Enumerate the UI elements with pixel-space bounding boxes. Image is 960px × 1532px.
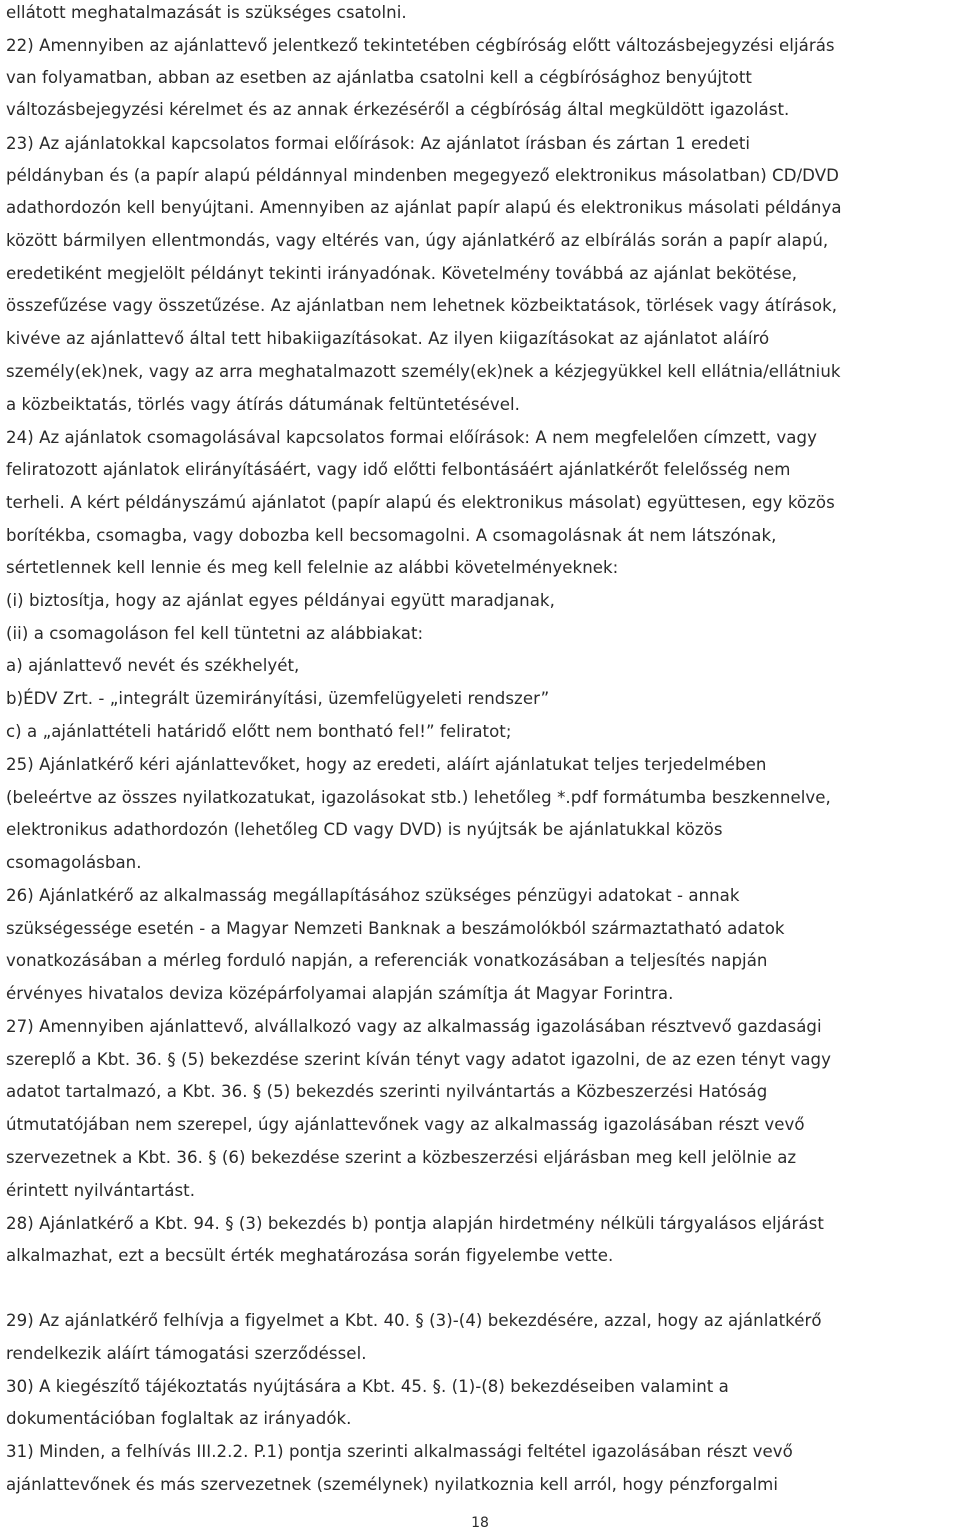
text-line: vonatkozásában a mérleg forduló napján, a referenciák vonatkozásában a teljesítés napján (6, 951, 768, 970)
text-line: terheli. A kért példányszámú ajánlatot (papír alapú és elektronikus másolat) együttesen, egy közös (6, 493, 835, 512)
text-line: ellátott meghatalmazását is szükséges csatolni. (6, 3, 407, 22)
text-line: példányban és (a papír alapú példánnyal mindenben megegyező elektronikus másolatban) CD/DVD (6, 166, 839, 185)
text-line: szervezetnek a Kbt. 36. § (6) bekezdése szerint a közbeszerzési eljárásban meg kell jelölnie az (6, 1148, 797, 1167)
text-line: 25) Ajánlatkérő kéri ajánlattevőket, hogy az eredeti, aláírt ajánlatukat teljes terjedelmében (6, 755, 767, 774)
text-line: a közbeiktatás, törlés vagy átírás dátumának feltüntetésével. (6, 395, 520, 414)
text-line: adathordozón kell benyújtani. Amennyiben az ajánlat papír alapú és elektronikus másolati példánya (6, 198, 842, 217)
text-line: (ii) a csomagoláson fel kell tüntetni az alábbiakat: (6, 624, 424, 643)
text-line: eredetiként megjelölt példányt tekinti irányadónak. Követelmény továbbá az ajánlat bekötése, (6, 264, 798, 283)
text-line: 30) A kiegészítő tájékoztatás nyújtására a Kbt. 45. §. (1)-(8) bekezdéseiben valamint a (6, 1377, 729, 1396)
text-line: érintett nyilvántartást. (6, 1181, 196, 1200)
text-line: adatot tartalmazó, a Kbt. 36. § (5) bekezdés szerinti nyilvántartás a Közbeszerzési Hatóság (6, 1082, 768, 1101)
text-line: személy(ek)nek, vagy az arra meghatalmazott személy(ek)nek a kézjegyükkel kell ellátnia/ellátniuk (6, 362, 841, 381)
text-line: 31) Minden, a felhívás III.2.2. P.1) pontja szerinti alkalmassági feltétel igazolásában részt vevő (6, 1442, 793, 1461)
page-number: 18 (471, 1515, 489, 1531)
text-line: rendelkezik aláírt támogatási szerződéssel. (6, 1344, 367, 1363)
text-line: ajánlattevőnek és más szervezetnek (személynek) nyilatkoznia kell arról, hogy pénzforgalmi (6, 1475, 779, 1494)
text-line: 29) Az ajánlatkérő felhívja a figyelmet a Kbt. 40. § (3)-(4) bekezdésére, azzal, hogy az ajánlatkérő (6, 1311, 822, 1330)
text-line: sértetlennek kell lennie és meg kell felelnie az alábbi követelményeknek: (6, 558, 619, 577)
text-line: szükségessége esetén - a Magyar Nemzeti Banknak a beszámolókból származtatható adatok (6, 919, 785, 938)
text-line: van folyamatban, abban az esetben az ajánlatba csatolni kell a cégbírósághoz benyújtott (6, 68, 752, 87)
text-line: elektronikus adathordozón (lehetőleg CD vagy DVD) is nyújtsák be ajánlatukkal közös (6, 820, 723, 839)
text-line: 27) Amennyiben ajánlattevő, alvállalkozó vagy az alkalmasság igazolásában résztvevő gazdasági (6, 1017, 822, 1036)
text-line: változásbejegyzési kérelmet és az annak érkezéséről a cégbíróság által megküldött igazolást. (6, 100, 790, 119)
text-line: útmutatójában nem szerepel, úgy ajánlattevőnek vagy az alkalmasság igazolásában részt vevő (6, 1115, 805, 1134)
text-line: alkalmazhat, ezt a becsült érték meghatározása során figyelembe vette. (6, 1246, 614, 1265)
text-line: 26) Ajánlatkérő az alkalmasság megállapításához szükséges pénzügyi adatokat - annak (6, 886, 740, 905)
text-line: összefűzése vagy összetűzése. Az ajánlatban nem lehetnek közbeiktatások, törlések vagy átírások, (6, 296, 838, 315)
text-line: c) a „ajánlattételi határidő előtt nem bontható fel!” feliratot; (6, 722, 512, 741)
text-line: borítékba, csomagba, vagy dobozba kell becsomagolni. A csomagolásnak át nem látszónak, (6, 526, 777, 545)
text-line: 23) Az ajánlatokkal kapcsolatos formai előírások: Az ajánlatot írásban és zártan 1 eredeti (6, 134, 751, 153)
text-line: szereplő a Kbt. 36. § (5) bekezdése szerint kíván tényt vagy adatot igazolni, de az ezen tényt vagy (6, 1050, 832, 1069)
text-line: 24) Az ajánlatok csomagolásával kapcsolatos formai előírások: A nem megfelelően címzett, vagy (6, 428, 817, 447)
text-line: (beleértve az összes nyilatkozatukat, igazolásokat stb.) lehetőleg *.pdf formátumba beszkennelve, (6, 788, 831, 807)
text-line: 22) Amennyiben az ajánlattevő jelentkező tekintetében cégbíróság előtt változásbejegyzési eljárás (6, 36, 835, 55)
text-line: dokumentációban foglaltak az irányadók. (6, 1409, 352, 1428)
text-line: kivéve az ajánlattevő által tett hibakiigazításokat. Az ilyen kiigazításokat az ajánlatot aláíró (6, 329, 770, 348)
text-line: között bármilyen ellentmondás, vagy eltérés van, úgy ajánlatkérő az elbírálás során a papír alapú, (6, 231, 829, 250)
text-line: érvényes hivatalos deviza középárfolyamai alapján számítja át Magyar Forintra. (6, 984, 674, 1003)
text-line: csomagolásban. (6, 853, 142, 872)
text-line: a) ajánlattevő nevét és székhelyét, (6, 656, 300, 675)
text-line: b)ÉDV Zrt. - „integrált üzemirányítási, üzemfelügyeleti rendszer” (6, 689, 550, 708)
text-line: feliratozott ajánlatok elirányításáért, vagy idő előtti felbontásáért ajánlatkérőt felelősség nem (6, 460, 791, 479)
text-line: (i) biztosítja, hogy az ajánlat egyes példányai együtt maradjanak, (6, 591, 555, 610)
text-line: 28) Ajánlatkérő a Kbt. 94. § (3) bekezdés b) pontja alapján hirdetmény nélküli tárgyalásos eljárást (6, 1214, 824, 1233)
